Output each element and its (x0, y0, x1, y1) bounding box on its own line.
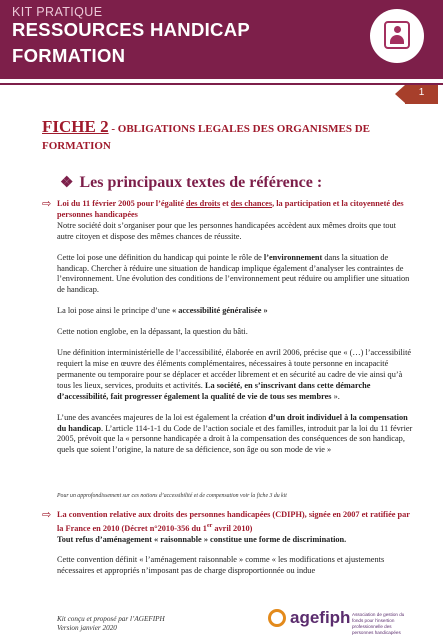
page-number: 1 (418, 87, 425, 98)
law2-subheading: Tout refus d’aménagement « raisonnable » constitue une forme de discrimination. (57, 534, 347, 544)
link-des-chances[interactable]: des chances (230, 199, 273, 208)
law1-paragraph-accessibility: La loi pose ainsi le principe d’une « accessibilité généralisée » (57, 306, 268, 316)
agefiph-symbol-icon (268, 609, 286, 627)
section-title: Les principaux textes de référence : (79, 174, 323, 191)
arrow-bullet-icon: ⇨ (42, 508, 52, 521)
arrow-bullet-icon: ⇨ (42, 197, 52, 210)
handicap-logo-icon (370, 9, 424, 63)
fiche-separator: - (108, 123, 118, 135)
law2-paragraph: Cette convention définit « l’aménagement raisonnable » comme « les modifications et ajustements nécessaires et appropriés n’imposant pas de charge disproportionnée ou indue (57, 555, 385, 576)
law1-block (57, 199, 414, 456)
law1-paragraph-definition: Une définition interministérielle de l’accessibilité, élaborée en avril 2006, précise que « (…) l’accessibilité requiert la mise en œuvre des éléments complémentaires, nécessaires à toute personne en incapacité permanente ou temporaire pour se déplacer et accéder librement et en sécurité au cadre de vie ainsi qu’à tous les lieux, services, produits et activités. La société, en s’inscrivant dans cette démarche d’accessibilité, fait progresser également la qualité de vie de tous ses membres ». (57, 348, 412, 401)
header-banner (0, 0, 443, 79)
law1-paragraph-bati: Cette notion englobe, en la dépassant, la question du bâti. (57, 327, 248, 337)
header-divider (0, 83, 443, 85)
footer-line2: Version janvier 2020 (57, 624, 117, 632)
footer-line1: Kit conçu et proposé par l’AGEFIPH (57, 615, 165, 623)
law1-note: Pour un approfondissement sur ces notions d’accessibilité et de compensation voir la fiche 3 du kit (57, 493, 287, 499)
link-des-droits[interactable]: des droits (185, 199, 221, 208)
agefiph-name: agefiph (290, 608, 351, 627)
banner-title-line2: FORMATION (12, 45, 126, 66)
agefiph-logo (268, 607, 428, 633)
diamond-bullet-icon: ❖ (60, 175, 74, 191)
footer-credits (57, 615, 165, 633)
fiche-heading (42, 119, 402, 154)
kit-label: KIT PRATIQUE (12, 5, 103, 19)
law2-block (57, 510, 414, 577)
agefiph-tagline: Association de gestion du fonds pour l’insertion professionnelle des personnes handicapées (352, 612, 405, 635)
section-heading (60, 173, 322, 192)
page-number-tab (405, 85, 438, 104)
banner-title-line1: RESSOURCES HANDICAP (12, 19, 251, 40)
law1-intro: Notre société doit s’organiser pour que les personnes handicapées accèdent aux mêmes droits que tout autre citoyen et dispose des mêmes chances de réussite. (57, 220, 396, 241)
law1-heading: Loi du 11 février 2005 pour l’égalité des droits et des chances, la participation et la citoyenneté des personnes handicapées (57, 199, 404, 219)
law2-heading: La convention relative aux droits des personnes handicapées (CDIPH), signée en 2007 et ratifiée par la France en 2010 (Décret n°2010-356 du 1er avril 2010) (57, 510, 410, 533)
fiche-number: FICHE 2 (42, 117, 109, 136)
fiche-title: OBLIGATIONS LEGALES DES ORGANISMES DE FORMATION (42, 123, 371, 152)
person-icon (384, 21, 410, 49)
law1-paragraph-environment: Cette loi pose une définition du handicap qui pointe le rôle de l’environnement dans la situation de handicap. Chercher à réduire une situation de handicap implique également d’analyser les contraintes de l’environnement. Une évolution des conditions de l’environnement peut réduire ou amplifier une situation de handicap. (57, 252, 410, 295)
law1-paragraph-compensation: L’une des avancées majeures de la loi est également la création d’un droit individuel à la compensation du handicap. L’article 114-1-1 du Code de l’action sociale et des familles, introduit par la loi du 11 février 2005, prévoit que la « personne handicapée a droit à la compensation des conséquences de son handicap, quels que soient l’origine, la nature de sa déficience, son âge ou son mode de vie » (57, 412, 413, 455)
